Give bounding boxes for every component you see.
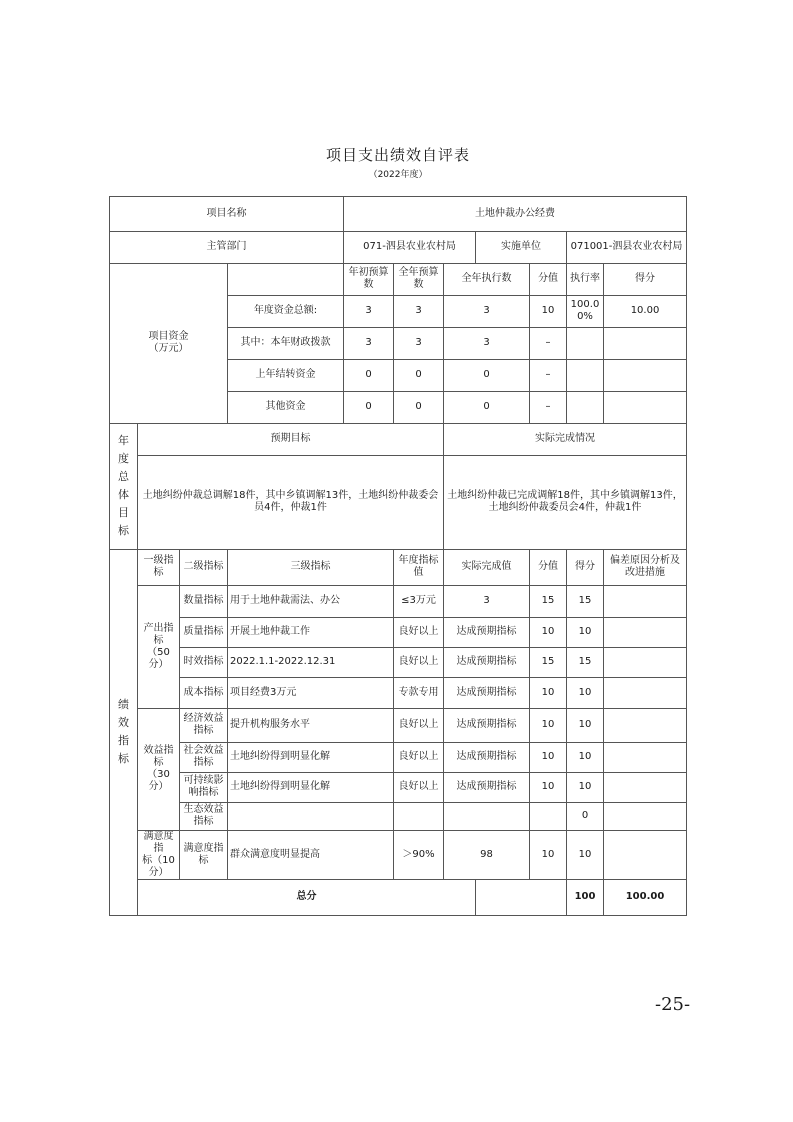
indicator-level3: 群众满意度明显提高 xyxy=(228,830,394,879)
indicator-header: 一级指标 xyxy=(138,549,180,585)
indicator-row xyxy=(110,742,687,772)
indicator-score-value: 10 xyxy=(530,677,567,708)
indicator-level2: 经济效益指标 xyxy=(180,708,228,742)
indicator-deviation xyxy=(604,677,687,708)
table-title: 项目支出绩效自评表 xyxy=(326,146,471,164)
total-label: 总分 xyxy=(138,879,476,915)
indicator-header: 二级指标 xyxy=(180,549,228,585)
funds-header: 执行率 xyxy=(567,263,604,295)
funds-score-value: – xyxy=(530,327,567,359)
indicator-level2: 生态效益指标 xyxy=(180,802,228,830)
funds-rate xyxy=(567,391,604,423)
funds-header: 全年执行数 xyxy=(444,263,530,295)
indicator-target: 良好以上 xyxy=(394,772,444,802)
total-row xyxy=(110,879,687,915)
funds-annual: 3 xyxy=(394,327,444,359)
indicator-score: 10 xyxy=(567,708,604,742)
project-name-value: 土地仲裁办公经费 xyxy=(344,196,687,231)
goals-expected: 土地纠纷仲裁总调解18件，其中乡镇调解13件，土地纠纷仲裁委会员4件，仲裁1件 xyxy=(138,455,444,549)
indicator-score-value: 10 xyxy=(530,708,567,742)
indicator-score: 10 xyxy=(567,617,604,647)
indicators-header-row xyxy=(110,549,687,585)
indicator-header: 年度指标值 xyxy=(394,549,444,585)
indicator-level2: 可持续影响指标 xyxy=(180,772,228,802)
satisfaction-indicator-label: 满意度指 标（10分） xyxy=(138,830,180,879)
funds-annual: 0 xyxy=(394,391,444,423)
indicator-score: 15 xyxy=(567,647,604,677)
funds-initial: 3 xyxy=(344,295,394,327)
indicator-target: 良好以上 xyxy=(394,617,444,647)
indicator-actual xyxy=(444,802,530,830)
indicator-level3: 用于土地仲裁需法、办公 xyxy=(228,585,394,617)
funds-header-blank xyxy=(228,263,344,295)
indicator-score-value: 10 xyxy=(530,742,567,772)
indicator-score: 10 xyxy=(567,830,604,879)
funds-header: 分值 xyxy=(530,263,567,295)
funds-header-row xyxy=(110,263,687,295)
indicator-deviation xyxy=(604,802,687,830)
indicator-target xyxy=(394,802,444,830)
funds-score xyxy=(604,359,687,391)
indicator-level2: 社会效益指标 xyxy=(180,742,228,772)
funds-score-value: – xyxy=(530,391,567,423)
indicator-level3: 2022.1.1-2022.12.31 xyxy=(228,647,394,677)
project-name-row xyxy=(110,196,687,231)
project-name-label: 项目名称 xyxy=(110,196,344,231)
goals-actual-header: 实际完成情况 xyxy=(444,423,687,455)
goals-actual: 土地纠纷仲裁已完成调解18件，其中乡镇调解13件，土地纠纷仲裁委员会4件，仲裁1件 xyxy=(444,455,687,549)
indicator-row xyxy=(110,772,687,802)
table-year: （2022年度） xyxy=(368,170,428,180)
dept-value: 071-泗县农业农村局 xyxy=(344,231,476,263)
indicator-deviation xyxy=(604,647,687,677)
funds-row-name: 年度资金总额: xyxy=(228,295,344,327)
indicator-row xyxy=(110,677,687,708)
indicator-header: 三级指标 xyxy=(228,549,394,585)
indicator-target: ＞90% xyxy=(394,830,444,879)
funds-row-name: 上年结转资金 xyxy=(228,359,344,391)
funds-header: 全年预算数 xyxy=(394,263,444,295)
indicator-actual: 达成预期指标 xyxy=(444,677,530,708)
indicator-level3: 开展土地仲裁工作 xyxy=(228,617,394,647)
goals-header-row xyxy=(110,423,687,455)
indicator-deviation xyxy=(604,742,687,772)
indicator-level2: 时效指标 xyxy=(180,647,228,677)
impl-unit-value: 071001-泗县农业农村局 xyxy=(567,231,687,263)
indicator-actual: 3 xyxy=(444,585,530,617)
dept-row xyxy=(110,231,687,263)
indicator-score-value: 10 xyxy=(530,617,567,647)
indicator-deviation xyxy=(604,617,687,647)
total-blank xyxy=(476,879,567,915)
total-score-value: 100 xyxy=(567,879,604,915)
funds-score: 10.00 xyxy=(604,295,687,327)
indicator-score-value: 15 xyxy=(530,647,567,677)
funds-label: 项目资金 （万元） xyxy=(110,263,228,423)
funds-header: 年初预算数 xyxy=(344,263,394,295)
funds-rate: 100.00% xyxy=(567,295,604,327)
indicator-actual: 达成预期指标 xyxy=(444,772,530,802)
indicator-level3: 土地纠纷得到明显化解 xyxy=(228,772,394,802)
funds-row-name: 其中：本年财政拨款 xyxy=(228,327,344,359)
benefit-indicator-label: 效益指标 （30分） xyxy=(138,708,180,830)
indicator-level3: 土地纠纷得到明显化解 xyxy=(228,742,394,772)
indicator-row xyxy=(110,647,687,677)
funds-score xyxy=(604,327,687,359)
indicator-actual: 达成预期指标 xyxy=(444,708,530,742)
funds-score-value: – xyxy=(530,359,567,391)
indicator-header: 得分 xyxy=(567,549,604,585)
indicator-level2: 成本指标 xyxy=(180,677,228,708)
funds-annual: 3 xyxy=(394,295,444,327)
funds-rate xyxy=(567,359,604,391)
indicator-row xyxy=(110,830,687,879)
indicator-row xyxy=(110,802,687,830)
indicator-target: ≤3万元 xyxy=(394,585,444,617)
funds-executed: 0 xyxy=(444,391,530,423)
indicator-level2: 质量指标 xyxy=(180,617,228,647)
indicator-score: 15 xyxy=(567,585,604,617)
impl-unit-label: 实施单位 xyxy=(476,231,567,263)
indicator-score-value: 10 xyxy=(530,830,567,879)
indicator-header: 偏差原因分析及改进措施 xyxy=(604,549,687,585)
indicator-actual: 98 xyxy=(444,830,530,879)
funds-initial: 0 xyxy=(344,359,394,391)
indicator-deviation xyxy=(604,830,687,879)
year-row xyxy=(110,168,687,182)
indicator-level2: 数量指标 xyxy=(180,585,228,617)
funds-score xyxy=(604,391,687,423)
indicator-header: 分值 xyxy=(530,549,567,585)
funds-row-name: 其他资金 xyxy=(228,391,344,423)
indicator-actual: 达成预期指标 xyxy=(444,647,530,677)
page-number: -25- xyxy=(655,994,691,1015)
indicator-target: 良好以上 xyxy=(394,742,444,772)
indicator-target: 良好以上 xyxy=(394,708,444,742)
funds-score-value: 10 xyxy=(530,295,567,327)
total-score: 100.00 xyxy=(604,879,687,915)
funds-header: 得分 xyxy=(604,263,687,295)
indicator-score-value: 10 xyxy=(530,772,567,802)
indicator-level3: 项目经费3万元 xyxy=(228,677,394,708)
title-row xyxy=(110,142,687,168)
indicator-row xyxy=(110,585,687,617)
indicator-score: 10 xyxy=(567,772,604,802)
indicator-score: 10 xyxy=(567,677,604,708)
goals-label: 年 度 总 体 目 标 xyxy=(110,423,138,549)
indicator-header: 实际完成值 xyxy=(444,549,530,585)
funds-annual: 0 xyxy=(394,359,444,391)
indicator-deviation xyxy=(604,585,687,617)
indicator-deviation xyxy=(604,772,687,802)
indicator-actual: 达成预期指标 xyxy=(444,742,530,772)
goals-expected-header: 预期目标 xyxy=(138,423,444,455)
indicator-row xyxy=(110,708,687,742)
indicator-score-value xyxy=(530,802,567,830)
indicator-score: 10 xyxy=(567,742,604,772)
funds-executed: 3 xyxy=(444,327,530,359)
indicator-score: 0 xyxy=(567,802,604,830)
indicator-level3: 提升机构服务水平 xyxy=(228,708,394,742)
funds-initial: 3 xyxy=(344,327,394,359)
indicator-level3 xyxy=(228,802,394,830)
indicator-deviation xyxy=(604,708,687,742)
indicator-target: 专款专用 xyxy=(394,677,444,708)
funds-executed: 3 xyxy=(444,295,530,327)
indicators-label: 绩 效 指 标 xyxy=(110,549,138,915)
spacer-row xyxy=(110,182,687,196)
dept-label: 主管部门 xyxy=(110,231,344,263)
indicator-row xyxy=(110,617,687,647)
performance-table-sheet xyxy=(109,142,686,916)
indicator-actual: 达成预期指标 xyxy=(444,617,530,647)
goals-row xyxy=(110,455,687,549)
funds-initial: 0 xyxy=(344,391,394,423)
indicator-score-value: 15 xyxy=(530,585,567,617)
funds-rate xyxy=(567,327,604,359)
performance-table xyxy=(109,142,687,916)
funds-executed: 0 xyxy=(444,359,530,391)
output-indicator-label: 产出指标 （50分） xyxy=(138,585,180,708)
indicator-target: 良好以上 xyxy=(394,647,444,677)
indicator-level2: 满意度指标 xyxy=(180,830,228,879)
